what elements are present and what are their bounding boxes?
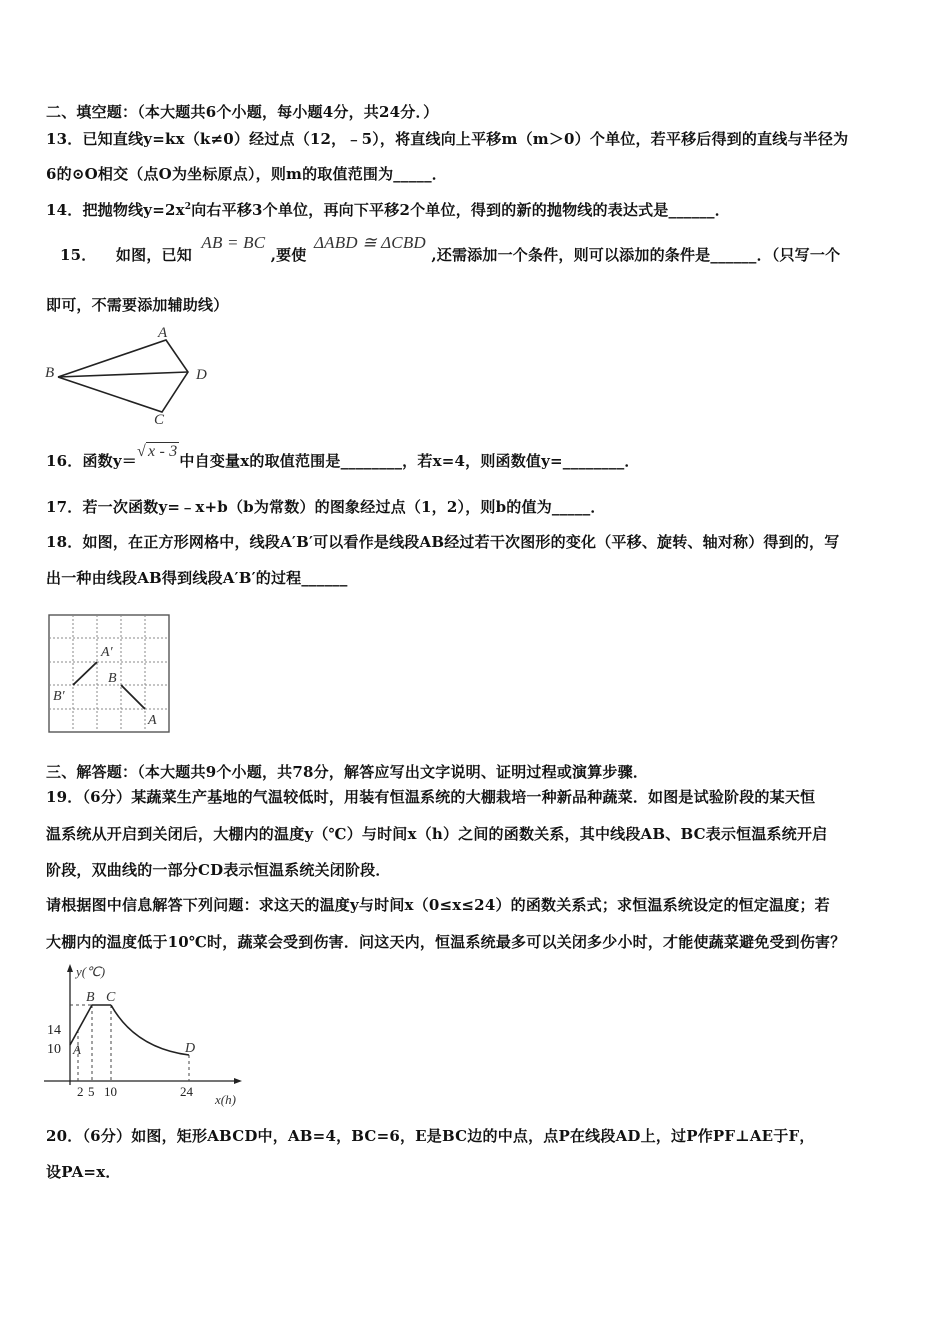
- q14-prefix: 14．把抛物线y=2x: [46, 201, 185, 219]
- q18-line2: 出一种由线段AB得到线段A′B′的过程______: [46, 569, 348, 587]
- point-D: D: [185, 1041, 196, 1056]
- point-A: A: [73, 1042, 81, 1057]
- guide-lines: [70, 1005, 189, 1081]
- xtick-10: 10: [104, 1084, 117, 1099]
- q18-grid-figure: [46, 612, 174, 736]
- q15-math2: ΔABD ≅ ΔCBD: [313, 233, 426, 252]
- q19-line4: 请根据图中信息解答下列问题：求这天的温度y与时间x（0≤x≤24）的函数关系式；求恒温系统设定的恒定温度；若: [46, 896, 830, 914]
- q14-text: [46, 199, 730, 220]
- q15-line1: [60, 232, 841, 264]
- label-D: D: [196, 367, 207, 383]
- label-A: A: [158, 325, 168, 341]
- q13-line2: 6的⊙O相交（点O为坐标原点），则m的取值范围为_____．: [46, 165, 448, 183]
- label-B: B: [108, 671, 117, 686]
- q16-suffix: 中自变量x的取值范围是________，若x=4，则函数值y=________．: [179, 452, 640, 470]
- xtick-2: 2: [77, 1084, 84, 1099]
- q15-kite-figure: [40, 322, 220, 427]
- kite-diagonal-bd: [58, 372, 188, 377]
- q15-t1: 如图，已知: [115, 246, 192, 264]
- point-C: C: [106, 990, 116, 1005]
- segment-ab: [121, 685, 145, 709]
- section2-header: 二、填空题：（本大题共6个小题，每小题4分，共24分．）: [46, 103, 439, 121]
- q14-suffix: 向右平移3个单位，再向下平移2个单位，得到的新的抛物线的表达式是______．: [191, 201, 730, 219]
- segments-ab-bc: [70, 1005, 111, 1045]
- q14-sup: 2: [184, 202, 192, 212]
- q16-prefix: 16．函数y＝: [46, 452, 137, 470]
- label-C: C: [154, 412, 165, 427]
- ytick-10: 10: [47, 1042, 61, 1057]
- section3-header: 三、解答题：（本大题共9个小题，共78分，解答应写出文字说明、证明过程或演算步骤．: [46, 763, 649, 781]
- q16-text: [46, 442, 640, 470]
- segment-a1b1: [73, 662, 97, 685]
- xlabel: x(h): [215, 1092, 236, 1107]
- q16-sqrt: √ x - 3: [137, 443, 178, 460]
- q18-line1: 18．如图，在正方形网格中，线段A′B′可以看作是线段AB经过若干次图形的变化（平移、旋转、轴对称）得到的，写: [46, 533, 840, 551]
- q13-line1: 13．已知直线y=kx（k≠0）经过点（12，﹣5），将直线向上平移m（m＞0）个单位，若平移后得到的直线与半径为: [46, 130, 849, 148]
- ytick-14: 14: [47, 1023, 61, 1038]
- q19-line3: 阶段，双曲线的一部分CD表示恒温系统关闭阶段．: [46, 861, 391, 879]
- label-B: B: [45, 365, 55, 381]
- q20-line2: 设PA=x．: [46, 1163, 121, 1181]
- q15-t3: ,还需添加一个条件，则可以添加的条件是______．（只写一个: [431, 246, 841, 264]
- q17-text: 17．若一次函数y=﹣x+b（b为常数）的图象经过点（1，2），则b的值为_____．: [46, 498, 606, 516]
- label-B-prime: B′: [53, 689, 65, 704]
- q19-line5: 大棚内的温度低于10℃时，蔬菜会受到伤害．问这天内，恒温系统最多可以关闭多少小时，才能使蔬菜避免受到伤害？: [46, 933, 846, 951]
- y-axis-arrow: [67, 964, 73, 972]
- ylabel: y(℃): [76, 964, 106, 979]
- q15-num: 15．: [60, 246, 97, 264]
- xtick-24: 24: [180, 1084, 193, 1099]
- q19-line1: 19．（6分）某蔬菜生产基地的气温较低时，用装有恒温系统的大棚栽培一种新品种蔬菜．如图是试验阶段的某天恒: [46, 788, 816, 806]
- label-A: A: [148, 713, 157, 728]
- label-A-prime: A′: [101, 645, 113, 660]
- q19-graph: [40, 960, 255, 1110]
- q15-line2: 即可，不需要添加辅助线）: [46, 296, 229, 314]
- q15-math1: AB = BC: [201, 233, 266, 252]
- hyperbola-cd: [111, 1005, 189, 1055]
- q15-t2: ,要使: [270, 246, 307, 264]
- point-B: B: [86, 990, 95, 1005]
- xtick-5: 5: [88, 1084, 95, 1099]
- q20-line1: 20．（6分）如图，矩形ABCD中，AB=4，BC=6，E是BC边的中点，点P在线段AD上，过P作PF⊥AE于F，: [46, 1127, 815, 1145]
- q19-line2: 温系统从开启到关闭后，大棚内的温度y（℃）与时间x（h）之间的函数关系，其中线段AB、BC表示恒温系统开启: [46, 825, 828, 843]
- q16-radicand: x - 3: [147, 443, 178, 460]
- x-axis-arrow: [234, 1078, 242, 1084]
